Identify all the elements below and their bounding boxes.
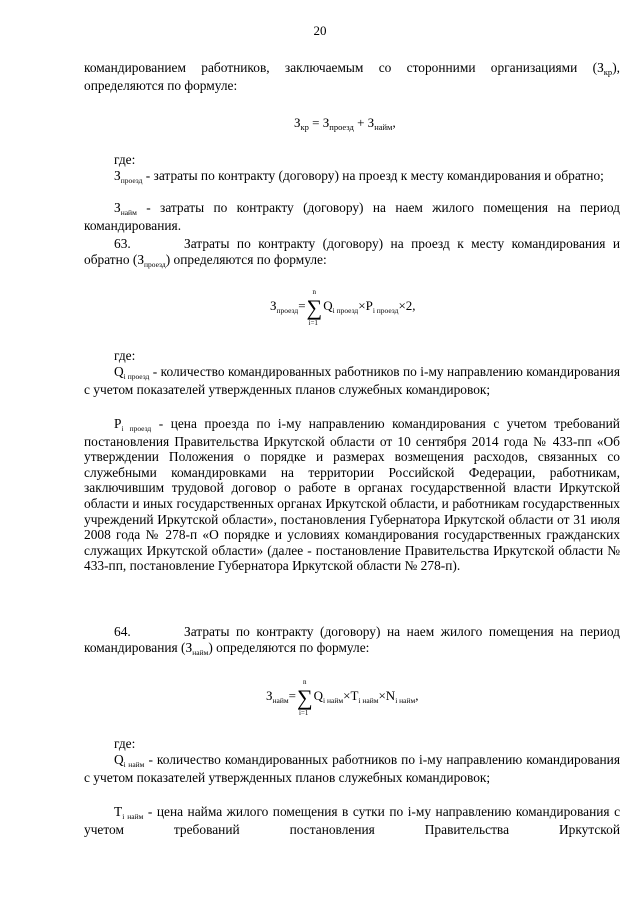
page-number: 20 — [313, 23, 327, 38]
where-label-3: где: — [114, 736, 136, 751]
paragraph-63: 63. Затраты по контракту (договору) на проезд к месту командирования и обратно $(З_{проезд})$ определяются по формуле: — [84, 236, 620, 269]
definition-z-naim: $З_{найм}$ - затраты по контракту (договору) на наем жилого помещения на период командирования. — [84, 200, 620, 233]
definition-q-proezd: $Q_{i проезд}$ - количество командированных работников по i-му направлению командирования с учетом показателей утвержденных планов служебных командировок; — [84, 364, 620, 397]
paragraph-64: 64. Затраты по контракту (договору) на наем жилого помещения на период командирования $(З_{найм})$ определяются по формуле: — [84, 624, 620, 657]
definition-z-proezd: $З_{проезд}$ - затраты по контракту (договору) на проезд к месту командирования и обратно; — [114, 168, 604, 185]
formula-naim: $З_{найм}=\sum$ n i=1 $Q_{i найм}\times T_{i найм}\times N_{i найм}$, — [266, 678, 419, 717]
where-label-1: где: — [114, 152, 136, 167]
formula-total: $З_{кр} = З_{проезд} + З_{найм}$, — [294, 115, 396, 132]
definition-q-naim: $Q_{i найм}$ - количество командированных работников по i-му направлению командирования с учетом показателей утвержденных планов служебных командировок; — [84, 752, 621, 785]
definition-t-naim: $T_{i найм}$ - цена найма жилого помещения в сутки по i-му направлению командирования с учетом требований постановления Правительства Иркутской — [84, 804, 621, 837]
formula-proezd: $З_{проезд}=\sum$ n i=1 $Q_{i проезд}\times P_{i проезд}\times 2$, — [270, 288, 416, 327]
where-label-2: где: — [114, 348, 136, 363]
sum-sign-icon: ∑ n i=1 — [296, 678, 313, 717]
sum-sign-icon: ∑ n i=1 — [306, 288, 323, 327]
definition-p-proezd: $P_{i проезд}$ - цена проезда по i-му направлению командирования с учетом требований постановления Правительства Иркутской области от 10 сентября 2014 года № 433-пп «Об утверждении Положения о порядке и размерах возмещения расходов, связанных со служебными командировками на территории Российской Федерации, работникам, заключившим трудовой договор о работе в органах государственной власти Иркутской области и иных государственных органах Иркутской области, и работникам государственных учреждений Иркутской области», постановления Губернатора Иркутской области от 31 июля 2008 года № 278-п «О порядке и условиях командирования государственных гражданских служащих Иркутской области» (далее - постановление Правительства Иркутской области № 433-пп, постановление Губернатора Иркутской области № 278-п). — [84, 416, 620, 574]
intro-paragraph: командированием работников, заключаемым со сторонними организациями $(З_{кр})$, определяются по формуле: — [84, 60, 620, 93]
